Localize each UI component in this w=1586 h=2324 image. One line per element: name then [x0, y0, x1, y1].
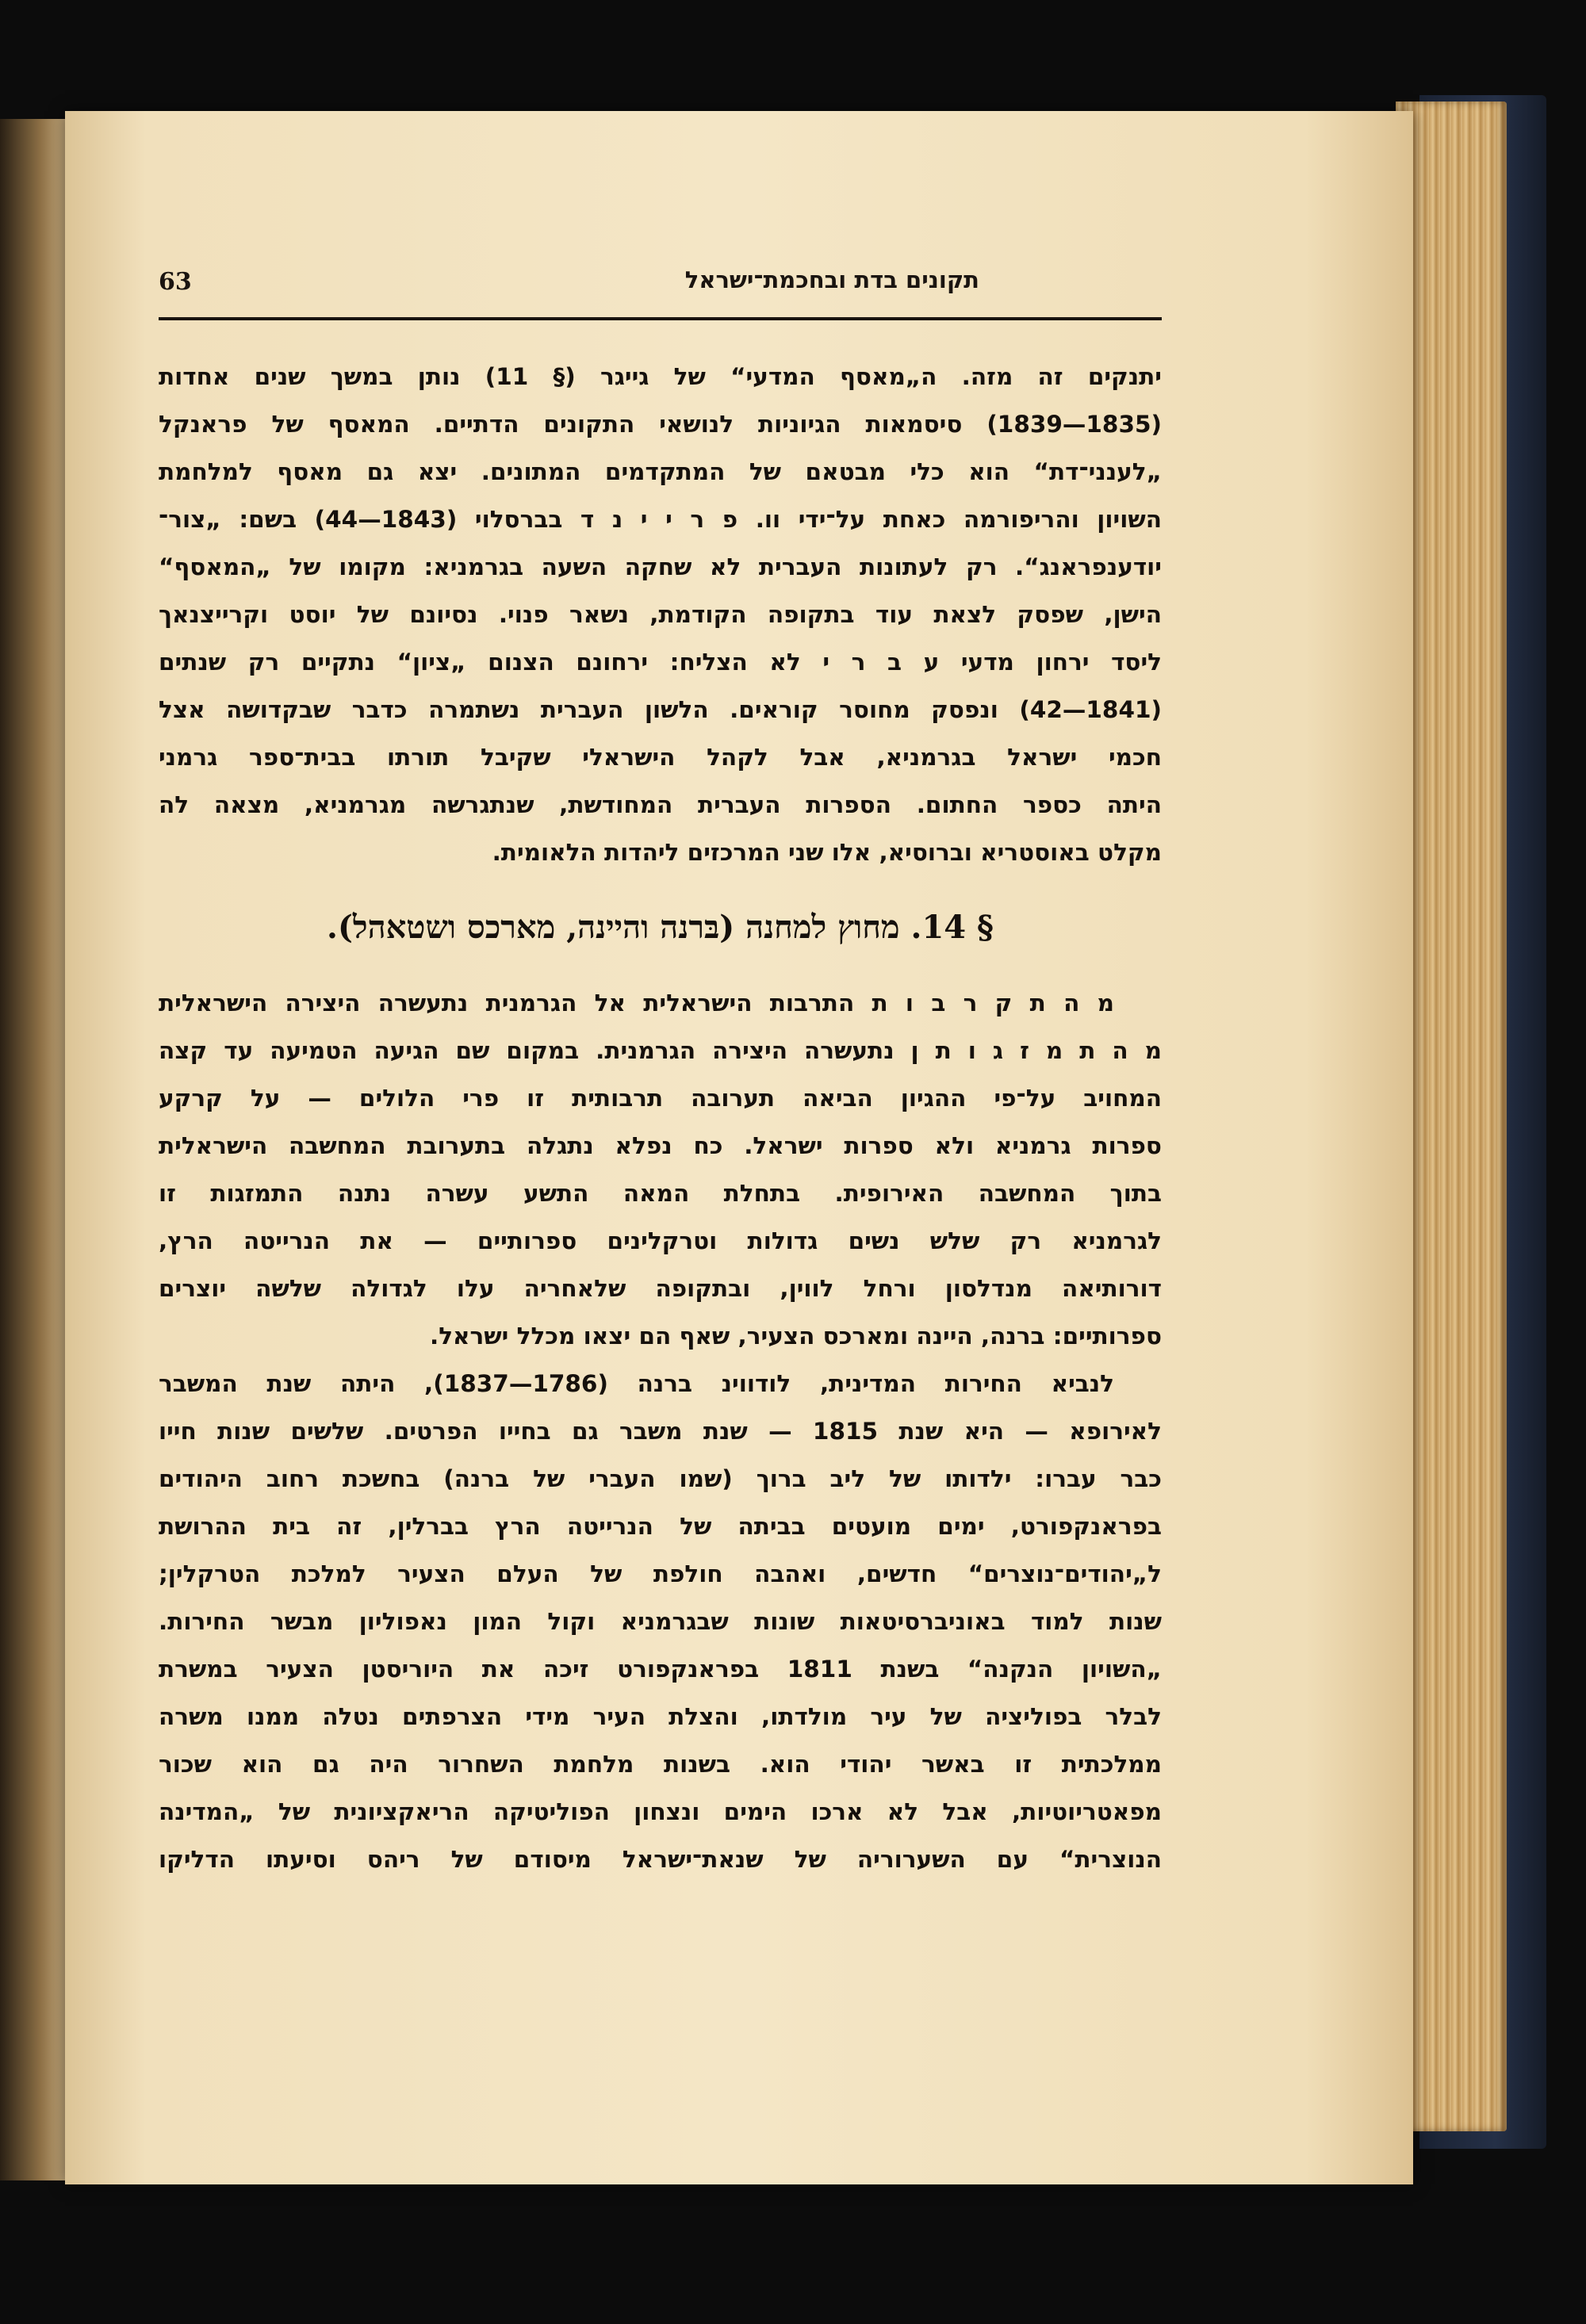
text-line: חכמי ישראל בגרמניא, אבל לקהל הישראלי שקיבל תורתו בבית־ספר גרמני — [159, 744, 1162, 771]
running-title: תקונים בדת ובחכמת־ישראל — [684, 266, 979, 293]
paragraph-3 — [159, 1360, 1162, 1883]
facing-page — [0, 119, 73, 2180]
text-line: לגרמניא רק שלש נשים גדולות וטרקלינים ספרותיים — את הנרייטה הרץ, — [159, 1227, 1162, 1254]
text-line: בתוך המחשבה האירופית. בתחלת המאה התשע עשרה נתנה התמזגות זו — [159, 1180, 1162, 1207]
text-line: הישן, שפסק לצאת עוד בתקופה הקודמת, נשאר פנוי. נסיונם של יוסט וקרייצנאך — [159, 601, 1162, 628]
text-line: ממלכתית זו באשר יהודי הוא. בשנות מלחמת השחרור היה גם הוא שכור — [159, 1751, 1162, 1778]
text-line: מ ה ת מ ז ג ו ת ן נתעשרה היצירה הגרמנית. במקום שם הגיעה הטמיעה עד קצה — [159, 1037, 1162, 1064]
text-line: „לענני־דת“ הוא כלי מבטאם של המתקדמים המתונים. יצא גם מאסף למלחמת — [159, 458, 1162, 485]
text-line: מקלט באוסטריא וברוסיא, אלו שני המרכזים ליהדות הלאומית. — [492, 839, 1162, 866]
text-line: ספרות גרמניא ולא ספרות ישראל. כח נפלא נתגלה בתערובת המחשבה הישראלית — [159, 1132, 1162, 1159]
text-line: בפראנקפורט, ימים מועטים בביתה של הנרייטה הרץ בברלין, זה בית ההרושת — [159, 1513, 1162, 1540]
text-line: יודענפראנג“. רק לעתונות העברית לא שחקה השעה בגרמניא: מקומו של „המאסף“ — [159, 553, 1162, 580]
text-line: לבלר בפוליציה של עיר מולדתו, והצלת העיר מידי הצרפתים נטלה ממנו משרה — [159, 1703, 1162, 1730]
text-line: (1841—42) ונפסק מחוסר קוראים. הלשון העברית נשתמרה כדבר שבקדושה אצל — [159, 696, 1162, 723]
header-rule — [159, 317, 1162, 320]
text-line: יתנקים זה מזה. ה„מאסף המדעי“ של גייגר (§ 11) נותן במשך שנים אחדות — [159, 363, 1162, 390]
section-heading: § 14. מחוץ למחנה (בּרנה והיינה, מארכס ושטאהל). — [327, 909, 994, 946]
text-line: לנביא החירות המדינית, לודווינ ברנה (1786—1837), היתה שנת המשבר — [159, 1370, 1114, 1397]
text-line: דורותיאה מנדלסון ורחל לווין, ובתקופה שלאחריה עלו לגדולה שלשה יוצרים — [159, 1275, 1162, 1302]
text-line: מפאטריוטיות, אבל לא ארכו הימים ונצחון הפוליטיקה הריאקציונית של „המדינה — [159, 1798, 1162, 1825]
text-line: ליסד ירחון מדעי ע ב ר י לא הצליח: ירחונם הצנום „ציון“ נתקיים רק שנתים — [159, 649, 1162, 676]
paragraph-2 — [159, 979, 1162, 1360]
text-line: כבר עברו: ילדותו של ליב ברוך (שמו העברי של ברנה) בחשכת רחוב היהודים — [159, 1465, 1162, 1492]
page-body — [159, 353, 1162, 1883]
text-line: היתה כספר החתום. הספרות העברית המחודשת, שנתגרשה מגרמניא, מצאה לה — [159, 791, 1162, 818]
page-header — [159, 255, 1162, 311]
paragraph-1 — [159, 353, 1162, 876]
text-line: המחויב על־פי ההגיון הביאה תערובה תרבותית זו פרי הלולים — על קרקע — [159, 1085, 1162, 1112]
text-line: שנות למוד באוניברסיטאות שונות שבגרמניא וקול המון נאפוליון מבשר החירות. — [159, 1608, 1162, 1635]
text-line: לאירופא — היא שנת 1815 — שנת משבר גם בחייו הפרטים. שלשים שנות חייו — [159, 1418, 1162, 1445]
text-line: הנוצרית“ עם השערוריה של שנאת־ישראל מיסודם של ריהס וסיעתו הדליקו — [159, 1846, 1162, 1873]
text-line: ל„יהודים־נוצרים“ חדשים, ואהבה חולפת של העלם הצעיר למלכת הטרקלין; — [159, 1560, 1162, 1587]
page-number: 63 — [159, 268, 192, 296]
text-line: ספרותיים: ברנה, היינה ומארכס הצעיר, שאף הם יצאו מכלל ישראל. — [430, 1323, 1162, 1350]
text-line: השויון והריפורמה כאחת על־ידי וו. פ ר י י נ ד בברסלוי (1843—44) בשם: „צור־ — [159, 506, 1162, 533]
text-line: „השויון הנקנה“ בשנת 1811 בפראנקפורט זיכה את היוריסטן הצעיר במשרת — [159, 1656, 1162, 1683]
text-line: מ ה ת ק ר ב ו ת התרבות הישראלית אל הגרמנית נתעשרה היצירה הישראלית — [159, 990, 1114, 1017]
text-line: (1835—1839) סיסמאות הגיוניות לנושאי התקונים הדתיים. המאסף של פראנקל — [159, 411, 1162, 438]
